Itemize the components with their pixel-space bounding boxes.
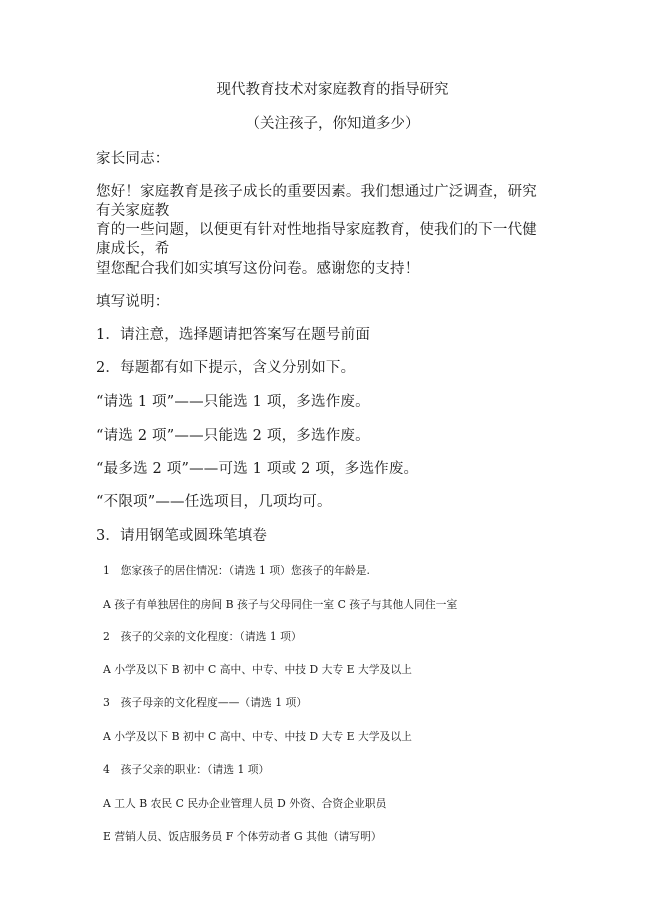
instruction-item: 2．每题都有如下提示，含义分别如下。 (96, 360, 356, 376)
question-text: 2 孩子的父亲的文化程度：（请选 1 项） (103, 630, 302, 643)
instructions-heading: 填写说明： (96, 294, 170, 310)
question-text: 4 孩子父亲的职业：（请选 1 项） (103, 763, 270, 776)
question-options: A 小学及以下 B 初中 C 高中、中专、中技 D 大专 E 大学及以上 (103, 663, 412, 676)
instruction-item: “请选 1 项”——只能选 1 项，多选作废。 (96, 394, 370, 410)
question-text: 1 您家孩子的居住情况：（请选 1 项）您孩子的年龄是. (103, 564, 370, 577)
intro-line: 您好！家庭教育是孩子成长的重要因素。我们想通过广泛调查，研究 (96, 184, 537, 200)
intro-line: 有关家庭教 (96, 203, 170, 219)
instruction-item: 3．请用钢笔或圆珠笔填卷 (96, 528, 268, 544)
question-options: A 孩子有单独居住的房间 B 孩子与父母同住一室 C 孩子与其他人同住一室 (103, 598, 458, 611)
intro-line: 康成长，希 (96, 241, 170, 257)
question-text: 3 孩子母亲的文化程度——（请选 1 项） (103, 696, 308, 709)
question-options: A 小学及以下 B 初中 C 高中、中专、中技 D 大专 E 大学及以上 (103, 730, 412, 743)
instruction-item: “不限项”——任选项目，几项均可。 (96, 494, 332, 510)
document-subtitle: （关注孩子，你知道多少） (245, 116, 420, 132)
instruction-item: 1．请注意，选择题请把答案写在题号前面 (96, 327, 371, 343)
intro-line: 望您配合我们如实填写这份问卷。感谢您的支持！ (96, 261, 420, 277)
document-title: 现代教育技术对家庭教育的指导研究 (216, 82, 449, 98)
question-options: A 工人 B 农民 C 民办企业管理人员 D 外资、合资企业职员 (103, 797, 387, 810)
question-options: E 营销人员、饭店服务员 F 个体劳动者 G 其他（请写明） (103, 830, 382, 843)
instruction-item: “最多选 2 项”——可选 1 项或 2 项，多选作废。 (96, 461, 419, 477)
instruction-item: “请选 2 项”——只能选 2 项，多选作废。 (96, 428, 370, 444)
intro-line: 育的一些问题，以便更有针对性地指导家庭教育，使我们的下一代健 (96, 222, 537, 238)
greeting: 家长同志： (96, 151, 170, 167)
